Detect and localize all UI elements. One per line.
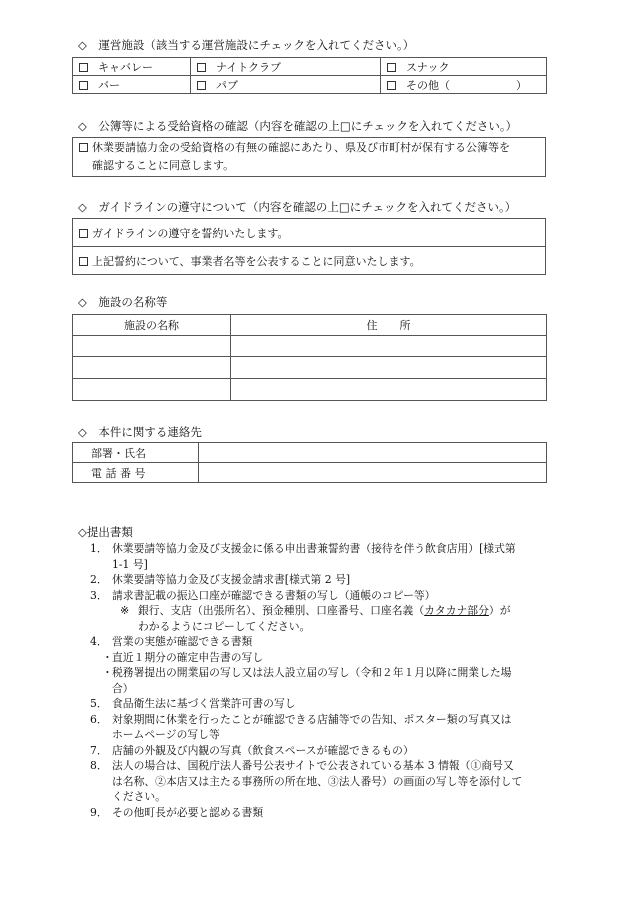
- guideline-publish-consent[interactable]: [73, 247, 546, 275]
- subitem-text: 直近１期分の確定申告書の写し: [112, 650, 264, 664]
- checkbox-icon[interactable]: [197, 81, 206, 90]
- item-number: 1．: [90, 542, 108, 555]
- facility-name-cell[interactable]: [73, 336, 231, 357]
- guidelines-heading: ◇ ガイドラインの遵守について（内容を確認の上□にチェックを入れてください。）: [78, 200, 517, 214]
- facility-option-bar[interactable]: [73, 76, 191, 94]
- item-number: 8．: [90, 759, 108, 772]
- checkbox-icon[interactable]: [197, 63, 206, 72]
- item-text: 1-1 号]: [112, 557, 148, 571]
- item-text: 法人の場合は、国税庁法人番号公表サイトで公表されている基本 3 情報（①商号又: [112, 759, 514, 772]
- item-text: 請求書記載の振込口座が確認できる書類の写し（通帳のコピー等）: [112, 588, 436, 602]
- facility-type-heading: ◇ 運営施設（該当する運営施設にチェックを入れてください。）: [78, 38, 415, 52]
- note-text: わかるようにコピーしてください。: [138, 619, 311, 633]
- item-number: 3．: [90, 588, 108, 602]
- document-note: [78, 603, 558, 634]
- registry-consent-box[interactable]: [72, 137, 546, 177]
- facility-address-cell[interactable]: [231, 379, 547, 401]
- document-subitem: [78, 665, 558, 696]
- document-item: [78, 743, 558, 759]
- registry-consent-line2: 確認することに同意します。: [92, 159, 235, 172]
- facility-address-header: 住 所: [231, 315, 547, 336]
- item-number: 9．: [90, 805, 108, 819]
- subitem-text: 合）: [112, 681, 134, 695]
- document-item: [78, 712, 558, 743]
- document-item: [78, 634, 558, 650]
- guidelines-table: [72, 218, 546, 275]
- option-label: ナイトクラブ: [216, 60, 282, 74]
- option-label: キャバレー: [98, 60, 153, 74]
- document-item: [78, 758, 558, 805]
- document-item: [78, 541, 558, 572]
- item-number: 7．: [90, 743, 108, 757]
- option-label: その他（ ）: [406, 78, 527, 92]
- document-item: [78, 805, 558, 821]
- facility-name-header: 施設の名称: [73, 315, 231, 336]
- bullet: ・: [102, 666, 113, 679]
- checkbox-icon[interactable]: [79, 143, 88, 152]
- facility-address-cell[interactable]: [231, 357, 547, 379]
- registry-check-heading: ◇ 公簿等による受給資格の確認（内容を確認の上□にチェックを入れてください。）: [78, 119, 518, 133]
- item-text: は名称、②本店又は主たる事務所の所在地、③法人番号）の画面の写し等を添付して: [112, 774, 523, 788]
- facility-option-cabaret[interactable]: [73, 58, 191, 76]
- item-text: その他町長が必要と認める書類: [112, 805, 264, 819]
- note-underlined: カタカナ部分: [424, 604, 489, 617]
- checkbox-icon[interactable]: [79, 229, 88, 238]
- documents-heading: ◇提出書類: [78, 525, 133, 539]
- guideline-pledge-label: ガイドラインの遵守を誓約いたします。: [92, 226, 289, 240]
- documents-list: [78, 541, 558, 820]
- facility-option-nightclub[interactable]: [191, 58, 381, 76]
- document-item: [78, 588, 558, 604]
- subitem-text: 税務署提出の開業届の写し又は法人設立届の写し（令和２年１月以降に開業した場: [112, 666, 512, 679]
- dept-name-field[interactable]: [199, 443, 547, 463]
- facility-option-snack[interactable]: [381, 58, 547, 76]
- document-item: [78, 696, 558, 712]
- checkbox-icon[interactable]: [387, 81, 396, 90]
- checkbox-icon[interactable]: [79, 63, 88, 72]
- facility-name-cell[interactable]: [73, 379, 231, 401]
- checkbox-icon[interactable]: [79, 81, 88, 90]
- item-number: 2．: [90, 573, 108, 586]
- contact-heading: ◇ 本件に関する連絡先: [78, 425, 202, 439]
- item-number: 5．: [90, 697, 108, 710]
- facilities-table: [72, 314, 547, 401]
- checkbox-icon[interactable]: [387, 63, 396, 72]
- contact-table: [72, 442, 547, 483]
- facility-option-other[interactable]: [381, 76, 547, 94]
- item-text: 食品衛生法に基づく営業許可書の写し: [112, 697, 296, 710]
- facility-address-cell[interactable]: [231, 336, 547, 357]
- bullet: ・: [102, 650, 113, 664]
- item-text: ください。: [112, 790, 166, 803]
- item-text: 休業要請等協力金及び支援金請求書[様式第 2 号]: [112, 573, 351, 586]
- item-text: 店舗の外観及び内観の写真（飲食スペースが確認できるもの）: [112, 743, 414, 757]
- note-text: 銀行、支店（出張所名）、預金種別、口座番号、口座名義（: [138, 604, 425, 617]
- item-number: 6．: [90, 712, 108, 726]
- item-text: 休業要請等協力金及び支援金に係る申出書兼誓約書（接待を伴う飲食店用）[様式第: [112, 542, 516, 555]
- facility-name-cell[interactable]: [73, 357, 231, 379]
- document-subitem: [78, 650, 558, 666]
- option-label: パブ: [216, 78, 238, 92]
- registry-consent-line1: 休業要請協力金の受給資格の有無の確認にあたり、県及び市町村が保有する公簿等を: [92, 141, 510, 154]
- option-label: スナック: [406, 60, 450, 74]
- option-label: バー: [98, 78, 120, 92]
- guideline-pledge[interactable]: [73, 219, 546, 247]
- item-text: 営業の実態が確認できる書類: [112, 635, 253, 648]
- facility-type-table: [72, 57, 547, 94]
- checkbox-icon[interactable]: [79, 257, 88, 266]
- facility-option-pub[interactable]: [191, 76, 381, 94]
- dept-name-label: 部署・氏名: [73, 443, 199, 463]
- item-number: 4．: [90, 635, 108, 648]
- item-text: 対象期間に休業を行ったことが確認できる店舗等での告知、ポスター類の写真又は: [112, 712, 512, 726]
- document-item: [78, 572, 558, 588]
- guideline-publish-label: 上記誓約について、事業者名等を公表することに同意いたします。: [92, 254, 421, 268]
- note-mark: ※: [120, 604, 130, 617]
- phone-field[interactable]: [199, 463, 547, 483]
- item-text: ホームページの写し等: [112, 728, 220, 741]
- phone-label: 電 話 番 号: [73, 463, 199, 483]
- facilities-heading: ◇ 施設の名称等: [78, 295, 168, 309]
- note-text: ）が: [488, 604, 511, 617]
